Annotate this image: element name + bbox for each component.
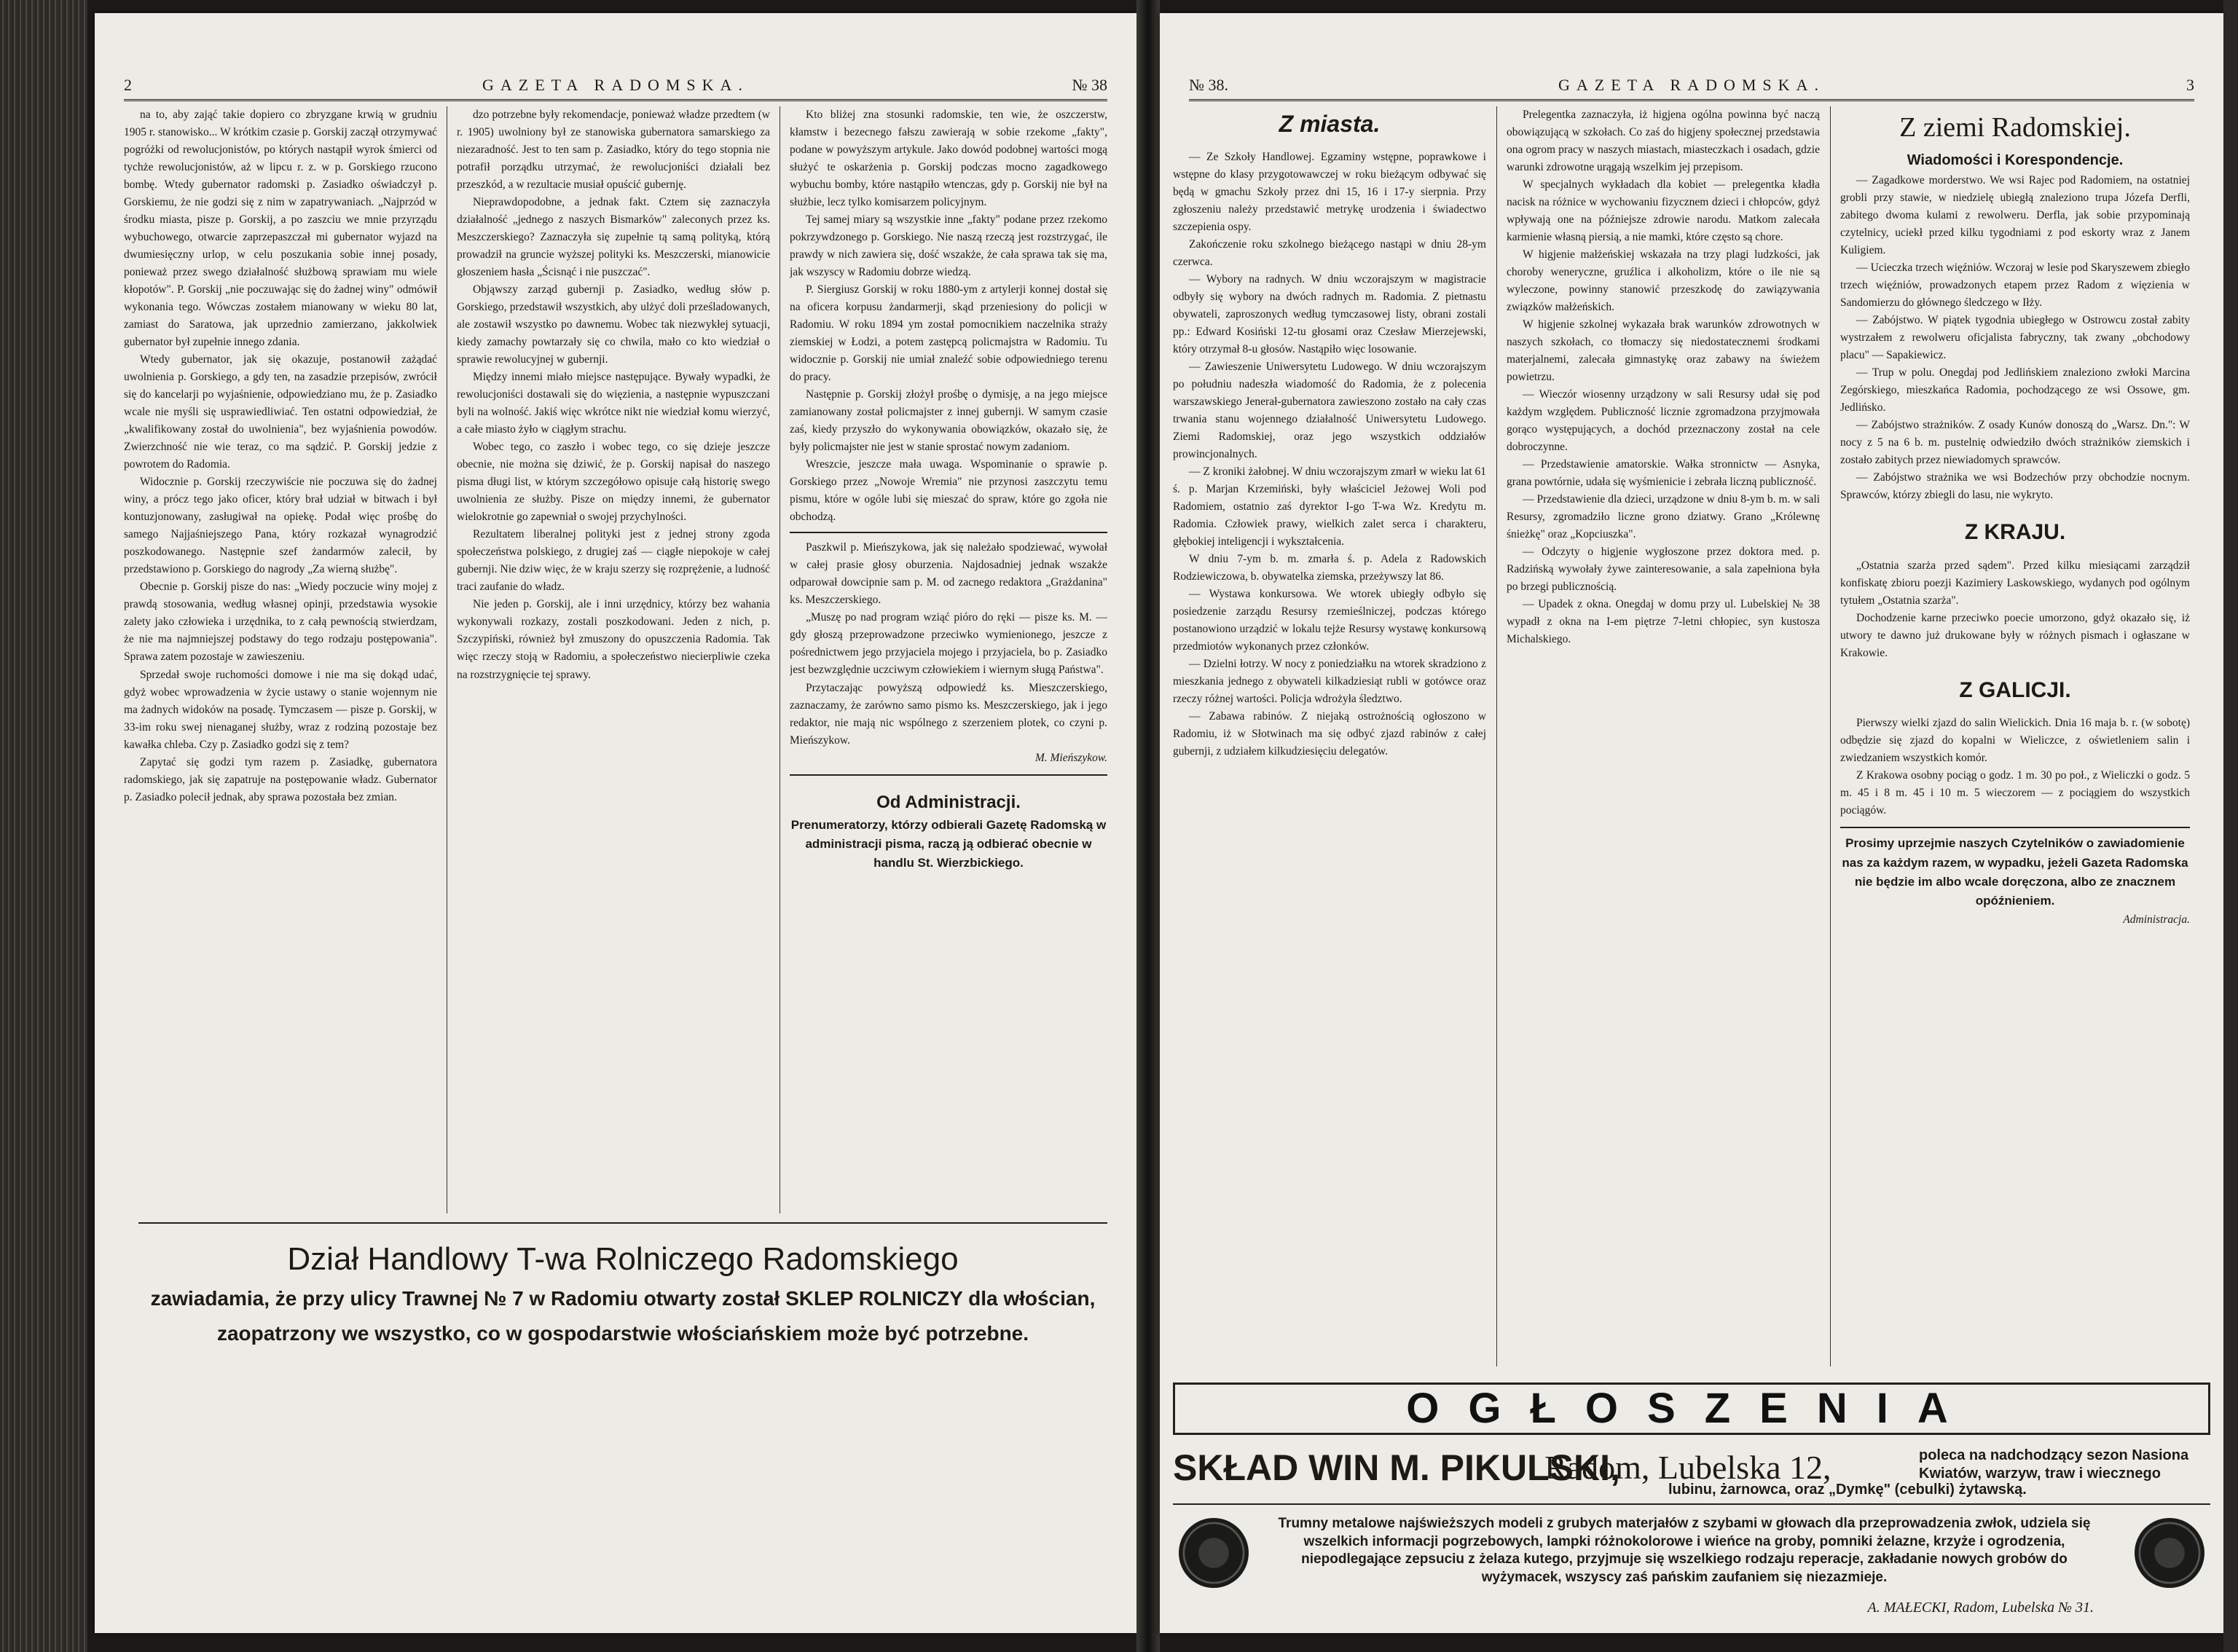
paragraph: „Muszę po nad program wziąć pióro do ręki — pisze ks. M. — gdy głoszą przeprowadzone przeciwko wymienionego, jeszcze z pośrednictwem jego przyjaciela mojego i przyjaciela, bo p. Zasiadko jest bezwzględnie uczciwym człowiekiem i wiernym sługą Państwa". — [790, 611, 1107, 677]
masthead-title: GAZETA RADOMSKA. — [1558, 76, 1825, 94]
paragraph: — Wystawa konkursowa. We wtorek ubiegły odbyło się posiedzenie zarządu Resursy rzemieślniczej, podczas którego postanowiono urządzić w lokalu tejże Resursy wystawę konkursową przedmiotów wykonanych przez członków. — [1173, 587, 1486, 653]
request-text: Prosimy uprzejmie naszych Czytelników o zawiadomienie nas za każdym razem, w wypadku, jeżeli Gazeta Radomska nie będzie im albo wcale doręczona, albo ze znacznem opóźnieniem. — [1842, 836, 2188, 908]
right-page — [1160, 13, 2223, 1633]
paragraph: Nieprawdopodobne, a jednak fakt. Cztem się zaznaczyła działalność „jednego z naszych Bismarków" zaleconych przez ks. Meszczerskiego? Zaznaczyła się zupełnie tą samą polityką, którą prowadził na gruncie wyższej polityki ks. Meszczerski, mianowicie głoszeniem hasła „Ścisnąć i nie puszczać". — [457, 196, 770, 279]
request-signature: Administracja. — [2123, 913, 2190, 926]
emblem-icon — [1179, 1518, 1249, 1588]
paragraph: W higjenie małżeńskiej wskazała na trzy plagi ludzkości, jak choroby weneryczne, gruźlica i alkoholizm, które o ile nie są wyleczone, powinny stanowić przeszkodę do zawiązywania związków małżeńskich. — [1507, 248, 1820, 314]
right-column-1 — [1173, 106, 1486, 1366]
paragraph: — Trup w polu. Onegdaj pod Jedlińskiem znaleziono zwłoki Marcina Zegórskiego, mieszkańca Radomia, pochodzącego ze wsi Ossowe, gm. Jedlińsko. — [1840, 366, 2190, 414]
paragraph: Kto bliżej zna stosunki radomskie, ten wie, że oszczerstw, kłamstw i bezecnego fałszu zawierają w sobie rzekome „fakty", podane w powyższym artykule. Jako dowód podobnej wartości mogą służyć te oskarżenia p. Gorskij podczas mocno zagadkowego wybuchu bomby, które nastąpiło wtenczas, gdy p. Gorskij nie był na służbie, lecz tylko komisarzem policyjnym. — [790, 109, 1107, 209]
section-heading-z-kraju: Z KRAJU. — [1964, 520, 2066, 545]
paragraph: „Ostatnia szarża przed sądem". Przed kilku miesiącami zarządził konfiskatę zbioru poezji Kazimiery Laskowskiego, wydanych pod ogólnym tytułem „Ostatnia szarża". — [1840, 559, 2190, 607]
paragraph: W dniu 7-ym b. m. zmarła ś. p. Adela z Radowskich Rodziewiczowa, b. obywatelka ziemska, przeżywszy lat 86. — [1173, 552, 1486, 583]
paragraph: Dochodzenie karne przeciwko poecie umorzono, gdyż okazało się, iż utwory te dawno już drukowane były w różnych pismach i ogłaszane w Krakowie. — [1840, 611, 2190, 659]
paragraph: W specjalnych wykładach dla kobiet — prelegentka kładła nacisk na różnice w wychowaniu fizycznem dzieci i chłopców, gdyż wpływają one na późniejsze zdrowie narodu. Matkom zalecała karmienie własną piersią, a nie mamki, które często są chore. — [1507, 178, 1820, 244]
wine-store-address: Radom, Lubelska 12, — [1544, 1449, 1831, 1486]
section-heading-z-ziemi: Z ziemi Radomskiej. — [1899, 112, 2131, 143]
section-subheading: Wiadomości i Korespondencje. — [1907, 152, 2124, 168]
paragraph: P. Siergiusz Gorskij w roku 1880-ym z artylerji konnej dostał się na oficera korpusu żandarmerji, skąd przeniesiony do policji w Radomiu. W roku 1894 ym został pomocnikiem naczelnika straży ziemskiej w Łodzi, a potem zastępcą policmajstra w Radomiu. Tu widocznie p. Gorskij nie umiał znaleźć sobie odpowiedniego terenu do pracy. — [790, 283, 1107, 384]
section-heading-z-galicji: Z GALICJI. — [1959, 677, 2071, 702]
column-rule — [1496, 106, 1497, 1366]
left-column-1 — [124, 106, 437, 1214]
page-number: 3 — [2186, 76, 2194, 94]
ad-body-line-1: zawiadamia, że przy ulicy Trawnej № 7 w Radomiu otwarty został SKLEP ROLNICZY dla włościan, — [150, 1287, 1096, 1310]
administration-text: Prenumeratorzy, którzy odbierali Gazetę Radomską w administracji pisma, raczą ją odbierać obecnie w handlu St. Wierzbickiego. — [790, 817, 1107, 870]
paragraph: — Przedstawienie dla dzieci, urządzone w dniu 8-ym b. m. w sali Resursy, zgromadziło liczne grono dziatwy. Grano „Królewnę śnieżkę" oraz „Kopciuszka". — [1507, 493, 1820, 541]
paragraph: Tej samej miary są wszystkie inne „fakty" podane przez rzekomo pokrzywdzonego p. Gorskiego. Nie naszą rzeczą jest rozstrzygać, ile prawdy w nich zawiera się, dość wszakże, że cała sprawa tak się ma, jak wszyscy w Radomiu dobrze wiedzą. — [790, 213, 1107, 279]
left-header — [124, 70, 1107, 101]
paragraph: — Zabójstwo strażnika we wsi Bodzechów przy obchodzie nocnym. Sprawców, którzy zbiegli do lasu, nie wykryto. — [1840, 471, 2190, 502]
paragraph: Widocznie p. Gorskij rzeczywiście nie poczuwa się do żadnej winy, a prócz tego jako oficer, który brał udział w bitwach i był kontuzjonowany, zasługiwał na opiekę. Podał więc prośbę do samego Najjaśniejszego Pana, który rozkazał wynagrodzić poszkodowanego. Następnie szef żandarmów zalecił, by przedstawiono p. Gorskiego do nagrody „Za wierną służbę". — [124, 476, 437, 576]
paragraph: — Dzielni łotrzy. W nocy z poniedziałku na wtorek skradziono z mieszkania jednego z obywateli kilkadziesiąt rubli w gotówce oraz rzeczy różnej wartości. Policja wdrożyła śledztwo. — [1173, 658, 1486, 706]
paragraph: Między innemi miało miejsce następujące. Bywały wypadki, że rewolucjoniści dostawali się do więzienia, a następnie wypuszczani byli na wolność. Jakiś więc wkrótce nikt nie wiedział komu wierzyć, a całe miasto żyło w ciągłym strachu. — [457, 371, 770, 436]
paragraph: Prelegentka zaznaczyła, iż higjena ogólna powinna być naczą obowiązującą w szkołach. Co zaś do higjeny społecznej przedstawia ona ogrom pracy w naszych miastach, miasteczkach i osadach, gdzie warunki zdrowotne urągają wszelkim jej przepisom. — [1507, 109, 1820, 174]
funeral-supplies-ad — [1173, 1512, 2210, 1621]
paragraph: — Ucieczka trzech więźniów. Wczoraj w lesie pod Skaryszewem zbiegło trzech więźniów, prowadzonych etapem przez Radom z więzienia w Sandomierzu do głównego śledczego w Iłży. — [1840, 261, 2190, 309]
left-column-3 — [790, 106, 1107, 1214]
paragraph: Zakończenie roku szkolnego bieżącego nastąpi w dniu 28-ym czerwca. — [1173, 237, 1486, 268]
paragraph: — Zagadkowe morderstwo. We wsi Rajec pod Radomiem, na ostatniej grobli przy stawie, w niedzielę ubiegłą znaleziono trupa Józefa Derfli, zabitego dwoma kulami z rewolweru. Derfla, jak sobie przypominają czytelnicy, uciekł przed kilku tygodniami z pod eskorty wraz z Janem Kuligiem. — [1840, 173, 2190, 256]
wine-store-ad — [1173, 1439, 2210, 1505]
book-right-edge — [2223, 0, 2238, 1652]
emblem-icon — [2135, 1518, 2204, 1588]
paragraph: Wreszcie, jeszcze mała uwaga. Wspominanie o sprawie p. Gorskiego przez „Nowoje Wremia" nie przynosi zaszczytu temu pismu, które w ogóle lubi się mieszać do spraw, które go zgoła nie obchodzą. — [790, 458, 1107, 524]
paragraph: — Zabójstwo strażników. Z osady Kunów donoszą do „Warsz. Dn.": W nocy z 5 na 6 b. m. pustelnię odwiedziło dwóch strażników ziemskich i zostało zabitych przez niewiadomych sprawców. — [1840, 419, 2190, 467]
paragraph: Rezultatem liberalnej polityki jest z jednej strony zgoda społeczeństwa polskiego, z drugiej zaś — ciągłe niepokoje w całej gubernji. Nie dziw więc, że w kraju szerzy się rozprężenie, a ludność traci zaufanie do władz. — [457, 528, 770, 594]
left-column-2 — [457, 106, 770, 1214]
paragraph: — Zawieszenie Uniwersytetu Ludowego. W dniu wczorajszym po południu nadeszła wiadomość do Radomia, że z polecenia warszawskiego Jenerał-gubernatora zawieszono zostało na cały czas trwania stanu wojennego działalność Uniwersytetu Ludowego. Ziemi Radomskiej, oraz jego wszystkich oddziałów prowincjonalnych. — [1173, 360, 1486, 460]
paragraph: W higjenie szkolnej wykazała brak warunków zdrowotnych w naszych szkołach, co tłomaczy się niedostatecznemi środkami materjalnemi, zalecała gimnastykę oraz zabawy na świeżem powietrzu. — [1507, 318, 1820, 384]
masthead-title: GAZETA RADOMSKA. — [482, 76, 749, 94]
paragraph: Z Krakowa osobny pociąg o godz. 1 m. 30 po poł., z Wieliczki o godz. 5 m. 45 i 8 m. 45 i 10 m. 5 wieczorem — z pociągiem do wszystkich pociągów. — [1840, 769, 2190, 817]
paragraph: — Ze Szkoły Handlowej. Egzaminy wstępne, poprawkowe i wstępne do klasy przygotowawczej w roku bieżącym odbywać się będą w gmachu Szkoły przez dni 15, 16 i 17-y sierpnia. Przy zgłoszeniu należy przedstawić metrykę urodzenia i świadectwo szczepienia ospy. — [1173, 150, 1486, 233]
signature: M. Mieńszykow. — [1034, 751, 1107, 764]
paragraph: Objąwszy zarząd gubernji p. Zasiadko, według słów p. Gorskiego, przedstawił wszystkich, aby ulżyć doli prześladowanych, ale zostawił wszystko po dawnemu. Wobec tak niezwykłej sytuacji, kiedy zamachy powtarzały się co chwila, mało co kto wiedział o sprawie rewolucyjnej w gubernji. — [457, 283, 770, 366]
paragraph: — Zabójstwo. W piątek tygodnia ubiegłego w Ostrowcu został zabity wystrzałem z rewolweru oficjalista fabryczny, tak zwany „obchodowy placu" — Sapakiewicz. — [1840, 314, 2190, 362]
funeral-ad-signature: A. MAŁECKI, Radom, Lubelska № 31. — [1867, 1600, 2094, 1616]
wine-store-side-text: poleca na nadchodzący sezon Nasiona Kwiatów, warzyw, traw i wiecznego — [1919, 1447, 2189, 1482]
paragraph: Obecnie p. Gorskij pisze do nas: „Wiedy poczucie winy mojej z prawdą stosowania, według własnej opinji, przedstawia wysokie zalety jako człowieka i urzędnika, to z całą pewnością stwierdzam, że nie ma najmniejszej podstawy do tego rodzaju postępowania". Sprawa zatem pozostaje w zawieszeniu. — [124, 581, 437, 664]
wine-store-note: lubinu, żarnowca, oraz „Dymkę" (cebulki) żytawską. — [1668, 1482, 2027, 1498]
paragraph: Następnie p. Gorskij złożył prośbę o dymisję, a na jego miejsce zamianowany został policmajster z innej gubernji. W samym czasie zaś, kiedy przyszło do wykonywania obowiązków, okazało się, że były policmajster nie jest w stanie sprostać nowym zadaniom. — [790, 388, 1107, 454]
agricultural-store-ad — [138, 1222, 1107, 1377]
paragraph: Wtedy gubernator, jak się okazuje, postanowił zażądać uwolnienia p. Gorskiego, a gdy ten, na zasadzie przepisów, zwrócił się do kancelarji po wyjaśnienie, odpowiedziano mu, że p. Zasiadko wcale nie myśli się usprawiedliwiać. Ten ostatni odpowiedział, że „kwalifikowany został do uwolnienia", bez wyjaśnienia powodów. Zwierzchność nie wie teraz, co ma sądzić. P. Gorskij jedzie z powrotem do Radomia. — [124, 353, 437, 471]
advertisements-banner: OGŁOSZENIA — [1173, 1382, 2210, 1435]
administration-notice — [790, 774, 1107, 873]
book-fore-edge — [0, 0, 87, 1652]
left-page — [95, 13, 1136, 1633]
paragraph: — Zabawa rabinów. Z niejaką ostrożnością ogłoszono w Radomiu, iż w Słotwinach ma się odbyć zjazd rabinów z całej gubernji, z udziałem kilkudziesięciu delegatów. — [1173, 710, 1486, 758]
funeral-ad-text: Trumny metalowe najświeższych modeli z grubych materjałów z szybami w głowach dla przeprowadzenia zwłok, udziela się wszelkich informacji pogrzebowych, lampki różnokolorowe i wieńce na groby, pomniki żelazne, krzyże i ogrodzenia, niepodlegające zepsuciu z żelaza kutego, przyjmuje się wszelkiego rodzaju reperacje, zakładanie nowych grobów do wyżymacek, wszyscy zaś pańskim zaufaniem się niezazmieje. — [1278, 1516, 2091, 1586]
right-column-3 — [1840, 106, 2190, 1366]
paragraph: dzo potrzebne były rekomendacje, ponieważ władze przedtem (w r. 1905) uwolniony był ze stanowiska gubernatora samarskiego za niezaradność. Jest to ten sam p. Zasiadko, który do tego stopnia nie potrafił porządku utrzymać, że rewolucjoniści działali bez przeszkód, a w rezultacie musiał opuścić gubernję. — [457, 109, 770, 192]
paragraph: Wobec tego, co zaszło i wobec tego, co się dzieje jeszcze obecnie, nie można się dziwić, że p. Gorskij napisał do naszego pisma długi list, w którym szczegółowo opisuje całą historię swego uwolnienia ze służby. Pisze on między innemi, że gubernator wielokrotnie go zapewniał o swojej przychylności. — [457, 441, 770, 524]
paragraph: — Wybory na radnych. W dniu wczorajszym w magistracie odbyły się wybory na dwóch radnych m. Radomia. Z pietnastu obywateli, zaproszonych według tymczasowej listy, obrani zostali pp.: Edward Kosiński 12-tu głosami oraz Czesław Mierzejewski, który otrzymał 8-u głosów. Nastąpiło więc losowanie. — [1173, 272, 1486, 355]
column-rule — [1830, 106, 1831, 1366]
right-column-2 — [1507, 106, 1820, 1366]
section-heading-z-miasta: Z miasta. — [1279, 111, 1381, 137]
paragraph: Paszkwil p. Mieńszykowa, jak się należało spodziewać, wywołał w całej prasie głosy oburzenia. Najdosadniej jednak wszakże odparował dowcipnie sam p. M. od zacnego redaktora „Grażdanina" ks. Meszczerskiego. — [790, 541, 1107, 607]
administration-heading: Od Administracji. — [876, 792, 1021, 812]
paragraph: Sprzedał swoje ruchomości domowe i nie ma się dokąd udać, gdyż wobec wprowadzenia w życie ustawy o stanie wojennym nie ma żadnych widoków na posadę. Tymczasem — pisze p. Gorskij, w 33-im roku swej nienaganej służby, wraz z rodziną pozostaje bez kawałka chleba. Czy p. Zasiadko godzi się z tem? — [124, 668, 437, 751]
paragraph: Pierwszy wielki zjazd do salin Wielickich. Dnia 16 maja b. r. (w sobotę) odbędzie się zjazd do kopalni w Wieliczce, z oświetleniem salin i zwiedzaniem wszystkich komór. — [1840, 717, 2190, 765]
paragraph: — Przedstawienie amatorskie. Wałka stronnictw — Asnyka, grana powtórnie, udała się wyśmienicie i zebrała liczną publiczność. — [1507, 458, 1820, 489]
right-header — [1189, 70, 2194, 101]
issue-number: № 38 — [1072, 76, 1107, 94]
paragraph: Przytaczając powyższą odpowiedź ks. Mieszczerskiego, zaznaczamy, że zarówno samo pismo ks. Meszczerskiego, jak i jego redaktor, nie mają nic wspólnego z szerzeniem plotek, co czyni p. Mieńszykow. — [790, 681, 1107, 747]
letter-section — [790, 532, 1107, 766]
paragraph: — Z kroniki żałobnej. W dniu wczorajszym zmarł w wieku lat 61 ś. p. Marjan Krzemiński, były właściciel Jeżowej Woli pod Radomiem, ostatnio zaś dyrektor I-go T-wa Wz. Kredytu m. Radomia. Człowiek prawy, wielkich zalet serca i charakteru, głębokiej inteligencji i wykształcenia. — [1173, 465, 1486, 548]
paragraph: Zapytać się godzi tym razem p. Zasiadkę, gubernatora radomskiego, jak się zapatruje na postępowanie władz. Gubernator p. Zasiadko polecił jednak, aby sprawa pozostała bez zmian. — [124, 755, 437, 803]
ad-title: Dział Handlowy T-wa Rolniczego Radomskiego — [287, 1241, 959, 1277]
issue-number: № 38. — [1189, 76, 1228, 94]
paragraph: — Upadek z okna. Onegdaj w domu przy ul. Lubelskiej № 38 wypadł z okna na I-em piętrze 7-letni chłopiec, syn kustosza Michalskiego. — [1507, 598, 1820, 646]
paragraph: Nie jeden p. Gorskij, ale i inni urzędnicy, którzy bez wahania wykonywali rozkazy, zostali poszkodowani. Jeden z nich, p. Szczypiński, również był zmuszony do opuszczenia Radomia. Tak więc rzeczy stoją w Radomiu, a społeczeństwo niecierpliwie czeka na rozstrzygnięcie tej sprawy. — [457, 598, 770, 681]
wine-store-name: SKŁAD WIN M. PIKULSKI, — [1173, 1447, 1620, 1488]
paragraph: — Odczyty o higjenie wygłoszone przez doktora med. p. Radzińską wywołały żywe zainteresowanie, a sala zapełniona była po brzegi publicznością. — [1507, 546, 1820, 594]
book-gutter — [1136, 0, 1160, 1652]
ad-body-line-2: zaopatrzony we wszystko, co w gospodarstwie włościańskiem może być potrzebne. — [216, 1321, 1029, 1345]
paragraph: na to, aby zająć takie dopiero co zbryzgane krwią w grudniu 1905 r. stanowisko... W krótkim czasie p. Gorskij zaczął otrzymywać pogróżki od rewolucjonistów, po których nastąpił wyrok śmierci od tychże rewolucjonistów, aż w lipcu r. z. w p. Gorskiego rzucono bombę. Wtedy gubernator radomski p. Zasiadko oświadczył p. Gorskiemu, że nie godzi się z nim w zapatrywaniach. „Najprzód w środku miasta, pisze p. Gorskij, a po zaszciu we mnie przyrządu wybuchowego, otwarcie zaprzepaszczał mi gubernator wyjazd na dwumiesięczny urlop, w celu poszukania sobie innej posady, ponieważ przez swego działalność służbową sprawiam mu wiele kłopotów". P. Gorskij „nie poczuwając się do żadnej winy" odmówił wykonania tego. Wówczas zostałem mianowany w wieku 80 lat, zamiast do Saratowa, jak uprzednio zamierzano, jakkolwiek gubernator był zupełnie innego zdania. — [124, 109, 437, 349]
readers-request — [1840, 827, 2190, 928]
page-number: 2 — [124, 76, 132, 94]
paragraph: — Wieczór wiosenny urządzony w sali Resursy udał się pod każdym względem. Publiczność licznie zgromadzona przyjmowała gorąco występujących, a dochód przeznaczony został na cele dobroczynne. — [1507, 388, 1820, 454]
